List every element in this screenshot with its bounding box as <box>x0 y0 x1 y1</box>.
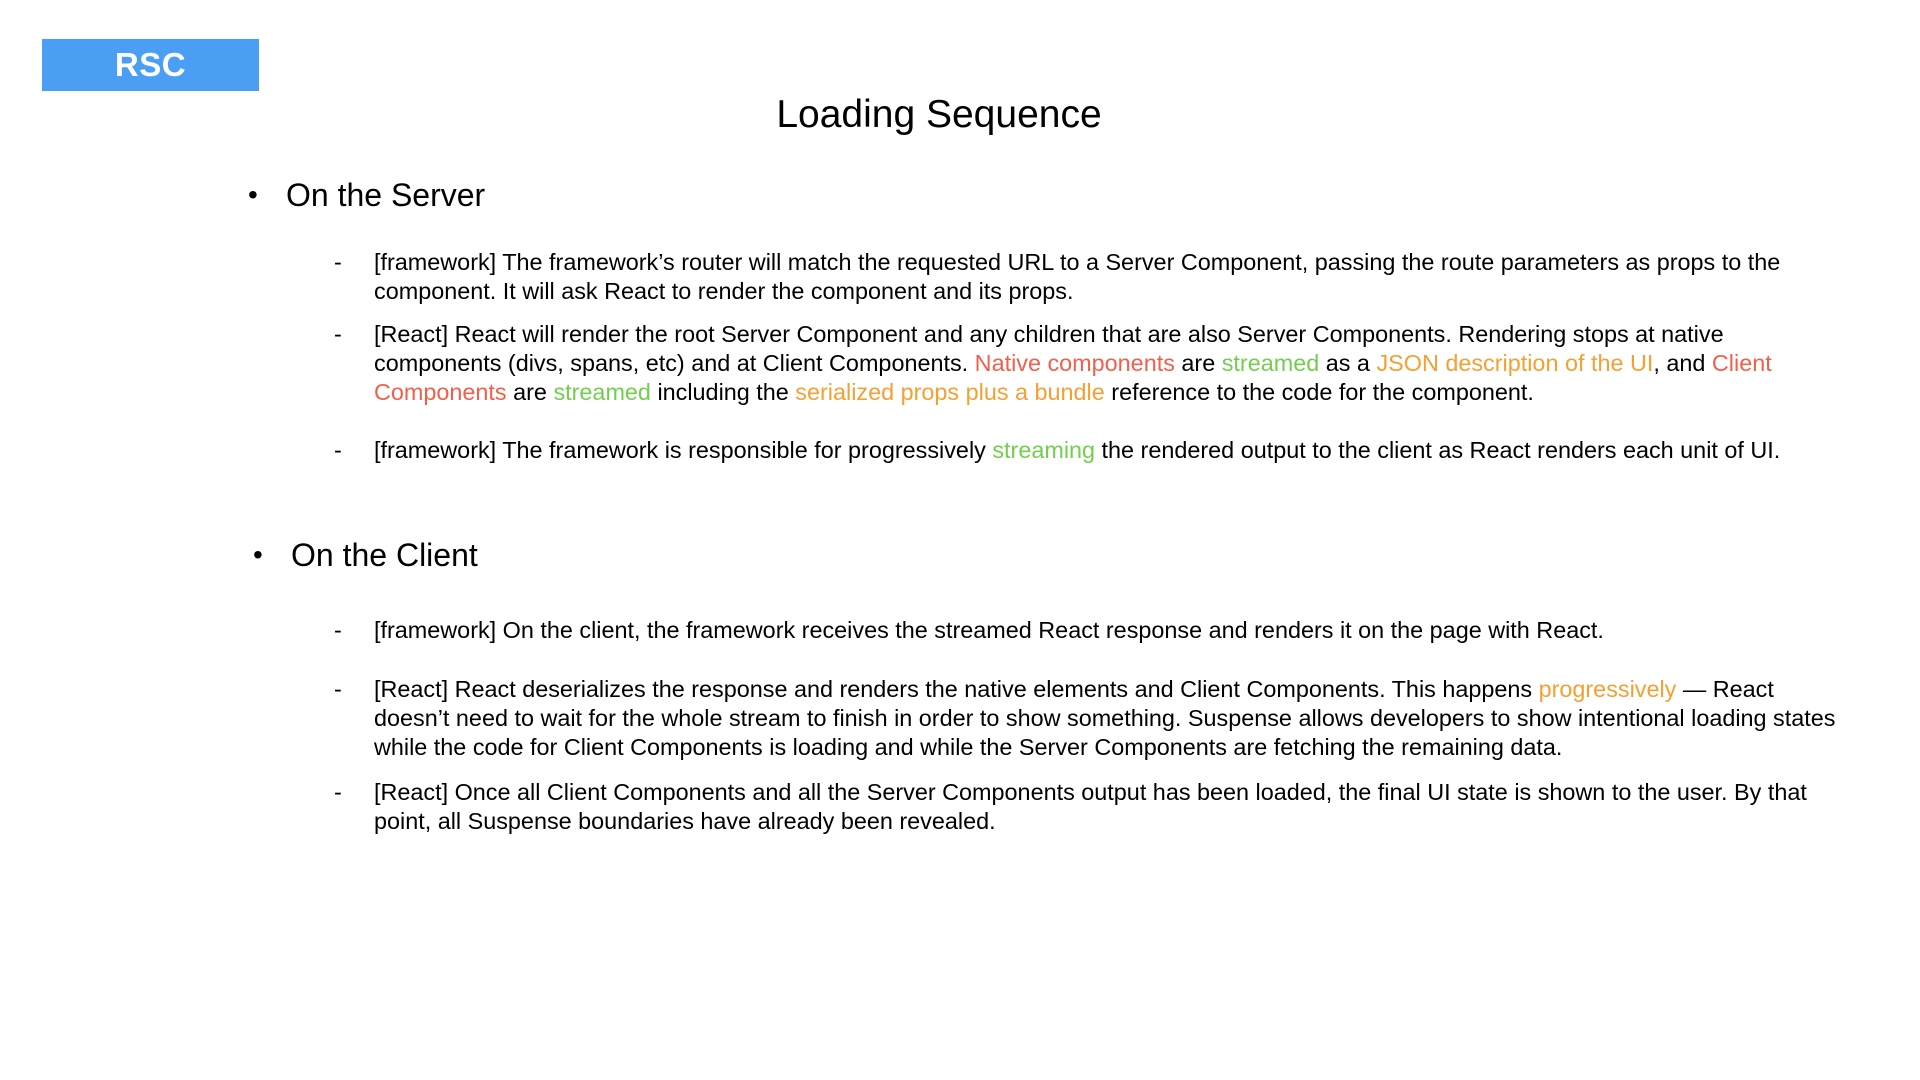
section-heading-server: On the Server <box>286 177 486 213</box>
highlight-streaming: streaming <box>992 437 1096 463</box>
text-segment: are <box>506 379 554 405</box>
highlight-serialized-props: serialized props plus a bundle <box>795 379 1105 405</box>
text-segment: the rendered output to the client as React renders each unit of UI. <box>1095 437 1781 463</box>
bullet-icon: • <box>248 179 258 210</box>
text-segment: [framework] The framework’s router will match the requested URL to a Server Component, passing the route parameters as props to the component. It will ask React to render the component and its props. <box>374 249 1781 304</box>
highlight-streamed: streamed <box>553 379 651 405</box>
text-segment: — React doesn’t need to wait for the whole stream to finish in order to show something. Suspense allows developers to show intentional loading states while the code for Client Components is loading and while the Server Components are fetching the remaining data. <box>374 676 1836 760</box>
client-item-1-text <box>374 616 1844 645</box>
dash-icon: - <box>334 676 342 702</box>
server-item-3-text <box>374 436 1844 465</box>
text-segment: are <box>1174 350 1222 376</box>
text-segment: , and <box>1653 350 1712 376</box>
highlight-progressively: progressively <box>1538 676 1677 702</box>
text-segment: as a <box>1319 350 1377 376</box>
text-segment: including the <box>650 379 796 405</box>
highlight-json-description: JSON description of the UI <box>1376 350 1654 376</box>
highlight-native-components: Native components <box>974 350 1175 376</box>
text-segment: [framework] On the client, the framework receives the streamed React response and renders it on the page with React. <box>374 617 1604 643</box>
dash-icon: - <box>334 437 342 463</box>
highlight-client-components: Client Components <box>374 350 1772 405</box>
server-item-2-text <box>374 320 1844 407</box>
dash-icon: - <box>334 617 342 643</box>
client-item-3-text <box>374 778 1844 836</box>
text-segment: [React] React deserializes the response and renders the native elements and Client Components. This happens <box>374 676 1539 702</box>
client-item-2-text <box>374 675 1844 762</box>
dash-icon: - <box>334 321 342 347</box>
highlight-streamed: streamed <box>1221 350 1320 376</box>
dash-icon: - <box>334 249 342 275</box>
text-segment: [React] React will render the root Server Component and any children that are also Server Components. Rendering stops at native components (divs, spans, etc) and at Client Components. <box>374 321 1724 376</box>
bullet-icon: • <box>253 539 263 570</box>
page-title: Loading Sequence <box>776 93 1102 136</box>
dash-icon: - <box>334 779 342 805</box>
text-segment: [React] Once all Client Components and all the Server Components output has been loaded, the final UI state is shown to the user. By that point, all Suspense boundaries have already been revealed. <box>374 779 1807 834</box>
section-heading-client: On the Client <box>291 537 478 573</box>
rsc-badge: RSC <box>42 39 259 91</box>
server-item-1-text <box>374 248 1844 306</box>
text-segment: reference to the code for the component. <box>1104 379 1534 405</box>
text-segment: [framework] The framework is responsible for progressively <box>374 437 993 463</box>
